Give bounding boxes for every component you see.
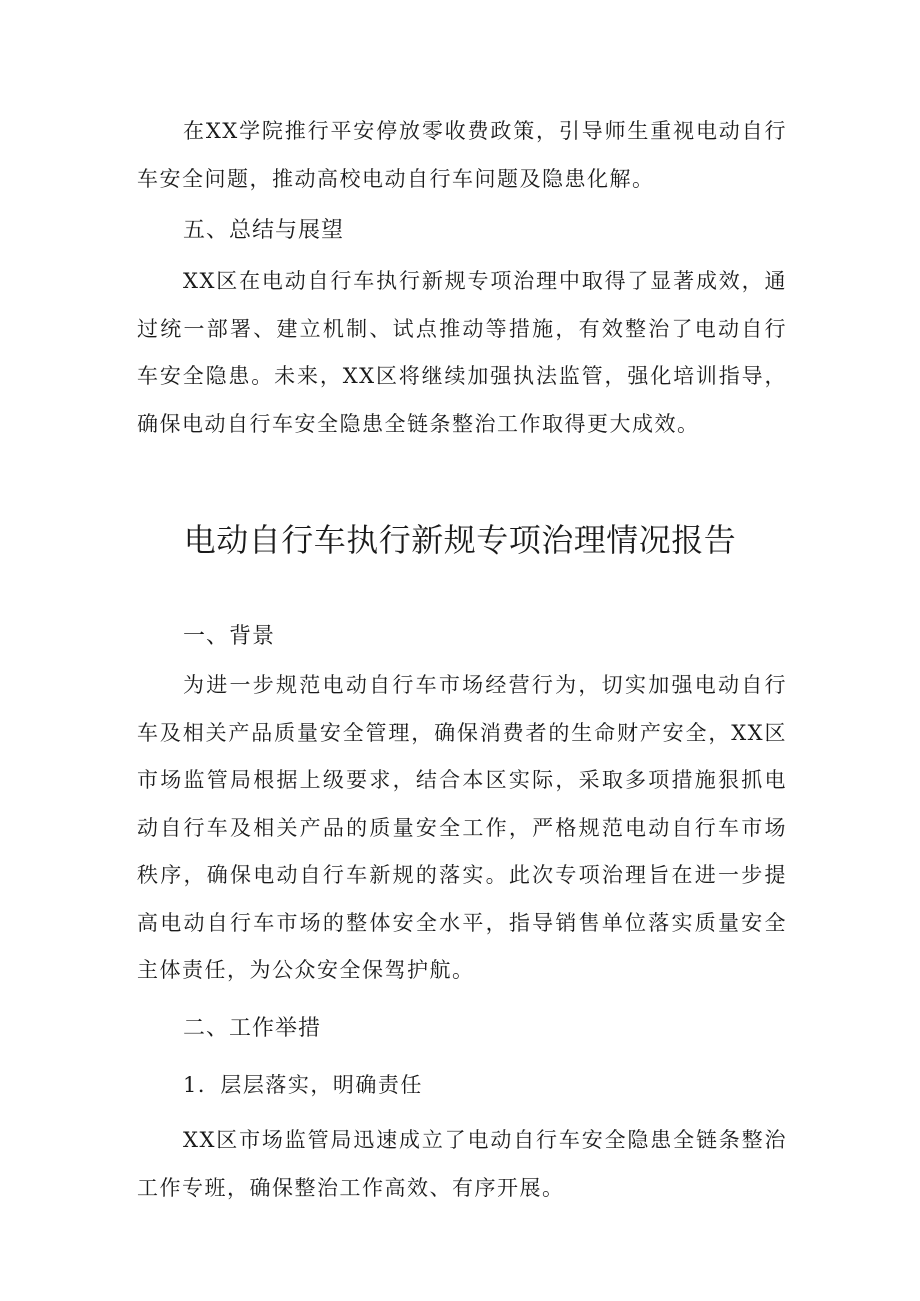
report-title: 电动自行车执行新规专项治理情况报告: [183, 521, 737, 559]
intro-paragraph: 在XX学院推行平安停放零收费政策，引导师生重视电动自行车安全问题，推动高校电动自行车问题及隐患化解。: [137, 119, 787, 191]
measure-1-title: 1．层层落实，明确责任: [183, 1073, 423, 1097]
summary-heading: 五、总结与展望: [183, 218, 345, 243]
measure-1-paragraph: XX区市场监管局迅速成立了电动自行车安全隐患全链条整治工作专班，确保整治工作高效、有序开展。: [137, 1128, 787, 1200]
summary-paragraph: XX区在电动自行车执行新规专项治理中取得了显著成效，通过统一部署、建立机制、试点推动等措施，有效整治了电动自行车安全隐患。未来，XX区将继续加强执法监管，强化培训指导，确保电动自行车安全隐患全链条整治工作取得更大成效。: [137, 269, 787, 436]
background-heading: 一、背景: [183, 624, 276, 649]
measures-heading: 二、工作举措: [183, 1016, 322, 1041]
background-paragraph: 为进一步规范电动自行车市场经营行为，切实加强电动自行车及相关产品质量安全管理，确保消费者的生命财产安全，XX区市场监管局根据上级要求，结合本区实际，采取多项措施狠抓电动自行车及相关产品的质量安全工作，严格规范电动自行车市场秩序，确保电动自行车新规的落实。此次专项治理旨在进一步提高电动自行车市场的整体安全水平，指导销售单位落实质量安全主体责任，为公众安全保驾护航。: [137, 673, 787, 982]
